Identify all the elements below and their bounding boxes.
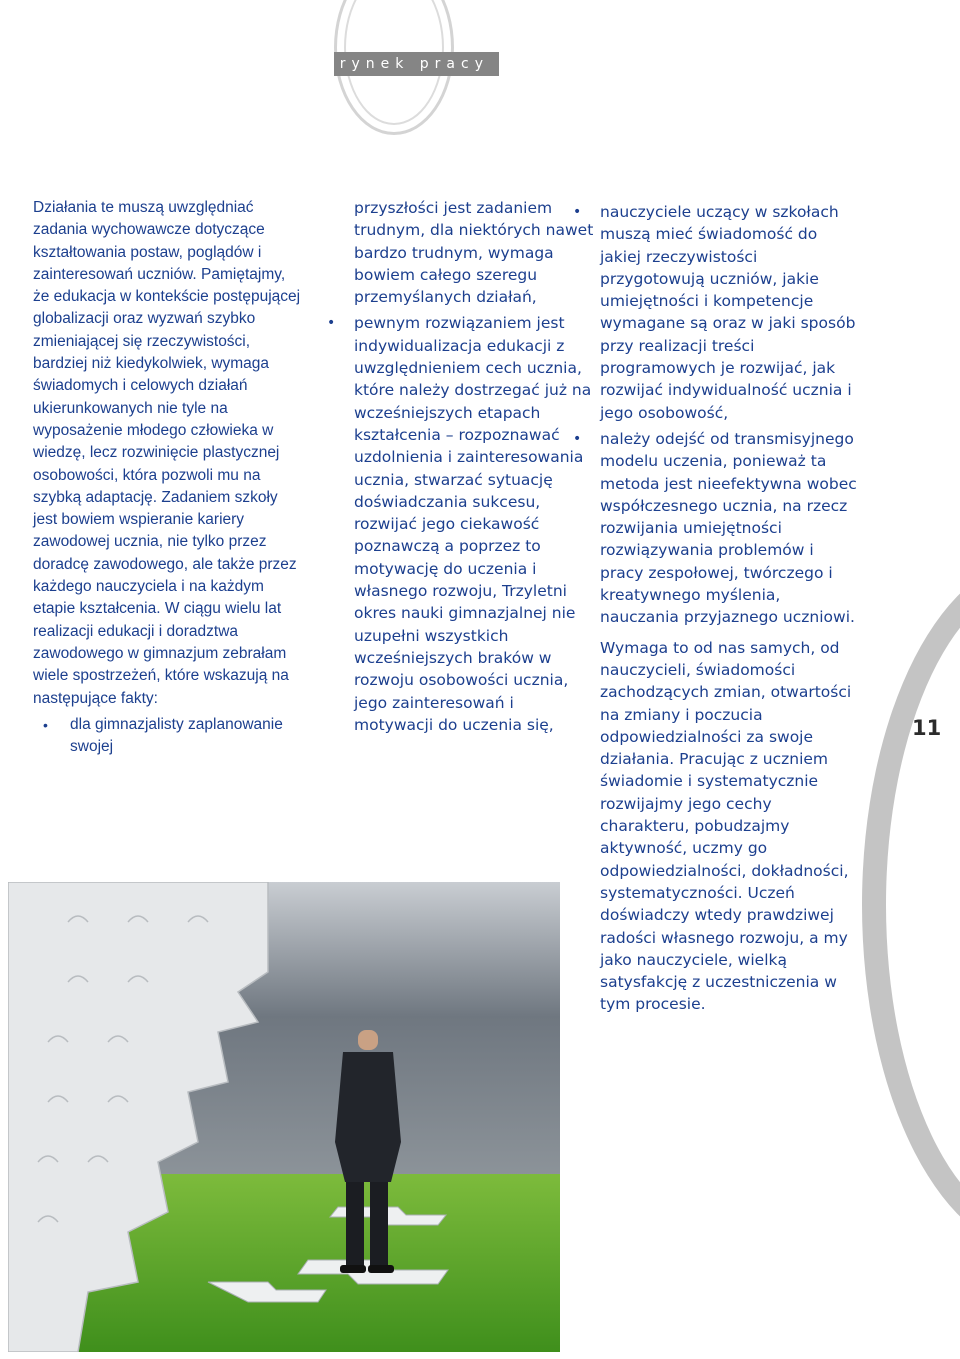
- list-item: • nauczyciele uczący w szkołach muszą mieć świadomość do jakiej rzeczywistości przygotowują uczniów, jakie umiejętności i kompetencje wymagane są oraz w jaki sposób przy realizacji treści programowych je rozwijać, jak rozwijać indywidualność ucznia i jego osobowość,: [563, 201, 860, 424]
- page-number: 11: [912, 716, 942, 740]
- column-1-paragraph: Działania te muszą uwzględniać zadania wychowawcze dotyczące kształtowania postaw, poglądów i zainteresowań uczniów. Pamiętajmy, że edukacja w kontekście postępującej globalizacji oraz wyzwań szybko zmieniającej się rzeczywistości, bardziej niż kiedykolwiek, wymaga świadomych i celowych działań ukierunkowanych nie tyle na wyposażenie młodego człowieka w wiedzę, lecz rozwinięcie plastycznej osobowości, która pozwoli mu na szybką adaptację. Zadaniem szkoły jest bowiem wspieranie kariery zawodowej ucznia, nie tylko przez doradcę zawodowego, ale także przez każdego nauczyciela i na każdym etapie kształcenia. W ciągu wielu lat realizacji edukacji i doradztwa zawodowego w gimnazjum zebrałam wiele spostrzeżeń, które wskazują na następujące fakty:: [33, 199, 301, 707]
- column-1-bullet-list: [33, 714, 303, 759]
- section-label: rynek pracy: [334, 52, 499, 76]
- list-item: • dla gimnazjalisty zaplanowanie swojej: [33, 714, 303, 759]
- list-item: • pewnym rozwiązaniem jest indywidualizacja edukacji z uwzględnieniem cech ucznia, które należy dostrzegać już na wcześniejszych etapach kształcenia – rozpoznawać uzdolnienia i zainteresowania ucznia, stwarzać sytuację doświadczania sukcesu, rozwijać jego ciekawość poznawczą a poprzez to motywację do uczenia i własnego rozwoju, Trzyletni okres nauki gimnazjalnej nie uzupełni wszystkich wcześniejszych braków w rozwoju osobowości ucznia, jego zainteresowań i motywacji do uczenia się,: [317, 312, 594, 736]
- column-2: [354, 197, 594, 736]
- list-item: • należy odejść od transmisyjnego modelu uczenia, ponieważ ta metoda jest nieefektywna wobec współczesnego ucznia, na rzecz rozwijania umiejętności rozwiązywania problemów i pracy zespołowej, twórczego i kreatywnego myślenia, nauczania przyjaznego uczniowi.: [563, 428, 860, 629]
- column-2-continuation: przyszłości jest zadaniem trudnym, dla niektórych nawet bardzo trudnym, wymaga bowiem całego szeregu przemyślanych działań,: [354, 199, 594, 307]
- decorative-arc: [862, 555, 960, 1255]
- businessman-puzzle-photo-icon: [8, 882, 560, 1352]
- column-3: [600, 197, 860, 1016]
- photo-illustration: [8, 882, 560, 1352]
- column-1: [33, 197, 303, 758]
- column-2-bullet-list: [317, 312, 594, 736]
- column-3-bullet-list: [563, 201, 860, 629]
- column-3-paragraph: Wymaga to od nas samych, od nauczycieli, świadomości zachodzących zmian, otwartości na zmiany i poczucia odpowiedzialności za swoje działania. Pracując z uczniem świadomie i systematycznie rozwijajmy jego cechy charakteru, pobudzajmy aktywność, uczmy go odpowiedzialności, dokładności, systematyczności. Uczeń doświadczy wtedy prawdziwej radości własnego rozwoju, a my jako nauczyciele, wielką satysfakcję z uczestniczenia w tym procesie.: [600, 638, 852, 1014]
